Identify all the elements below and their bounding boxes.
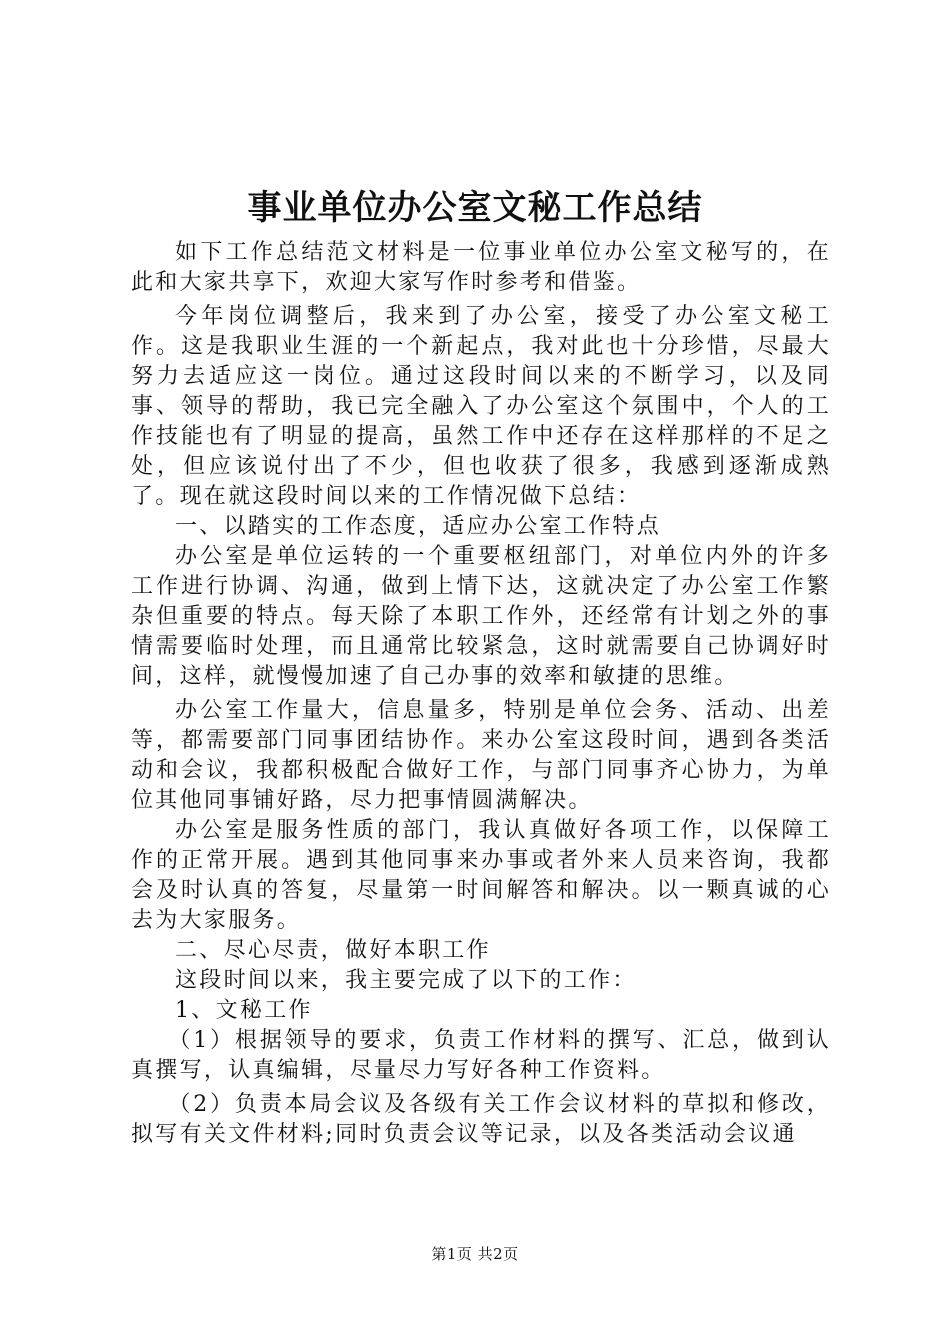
document-title: 事业单位办公室文秘工作总结: [247, 188, 703, 228]
paragraph-overview: 今年岗位调整后，我来到了办公室，接受了办公室文秘工作。这是我职业生涯的一个新起点，我对此也十分珍惜，尽最大努力去适应这一岗位。通过这段时间以来的不断学习，以及同事、领导的帮助，我已完全融入了办公室这个氛围中，个人的工作技能也有了明显的提高，虽然工作中还存在这样那样的不足之处，但应该说付出了不少，但也收获了很多，我感到逐渐成熟了。现在就这段时间以来的工作情况做下总结：: [131, 304, 831, 509]
paragraph-office-hub: 办公室是单位运转的一个重要枢纽部门，对单位内外的许多工作进行协调、沟通，做到上情下达，这就决定了办公室工作繁杂但重要的特点。每天除了本职工作外，还经常有计划之外的事情需要临时处理，而且通常比较紧急，这时就需要自己协调好时间，这样，就慢慢加速了自己办事的效率和敏捷的思维。: [131, 544, 831, 689]
heading-subsection-1: 1、文秘工作: [175, 998, 313, 1023]
paragraph-work-intro: 这段时间以来，我主要完成了以下的工作：: [175, 968, 637, 993]
list-item-2: （2）负责本局会议及各级有关工作会议材料的草拟和修改，拟写有关文件材料;同时负责会议等记录，以及各类活动会议通: [131, 1092, 831, 1147]
heading-section-2: 二、尽心尽责，做好本职工作: [175, 938, 491, 963]
paragraph-intro: 如下工作总结范文材料是一位事业单位办公室文秘写的，在此和大家共享下，欢迎大家写作时参考和借鉴。: [131, 240, 831, 295]
paragraph-teamwork: 办公室工作量大，信息量多，特别是单位会务、活动、出差等，都需要部门同事团结协作。来办公室这段时间，遇到各类活动和会议，我都积极配合做好工作，与部门同事齐心协力，为单位其他同事铺好路，尽力把事情圆满解决。: [131, 698, 831, 813]
heading-section-1: 一、以踏实的工作态度，适应办公室工作特点: [175, 514, 662, 539]
page-footer: 第1页 共2页: [431, 1245, 519, 1263]
list-item-1: （1）根据领导的要求，负责工作材料的撰写、汇总，做到认真撰写，认真编辑，尽量尽力写好各种工作资料。: [131, 1028, 831, 1083]
document-body: [131, 238, 831, 1150]
paragraph-service: 办公室是服务性质的部门，我认真做好各项工作，以保障工作的正常开展。遇到其他同事来办事或者外来人员来咨询，我都会及时认真的答复，尽量第一时间解答和解决。以一颗真诚的心去为大家服务。: [131, 818, 831, 933]
